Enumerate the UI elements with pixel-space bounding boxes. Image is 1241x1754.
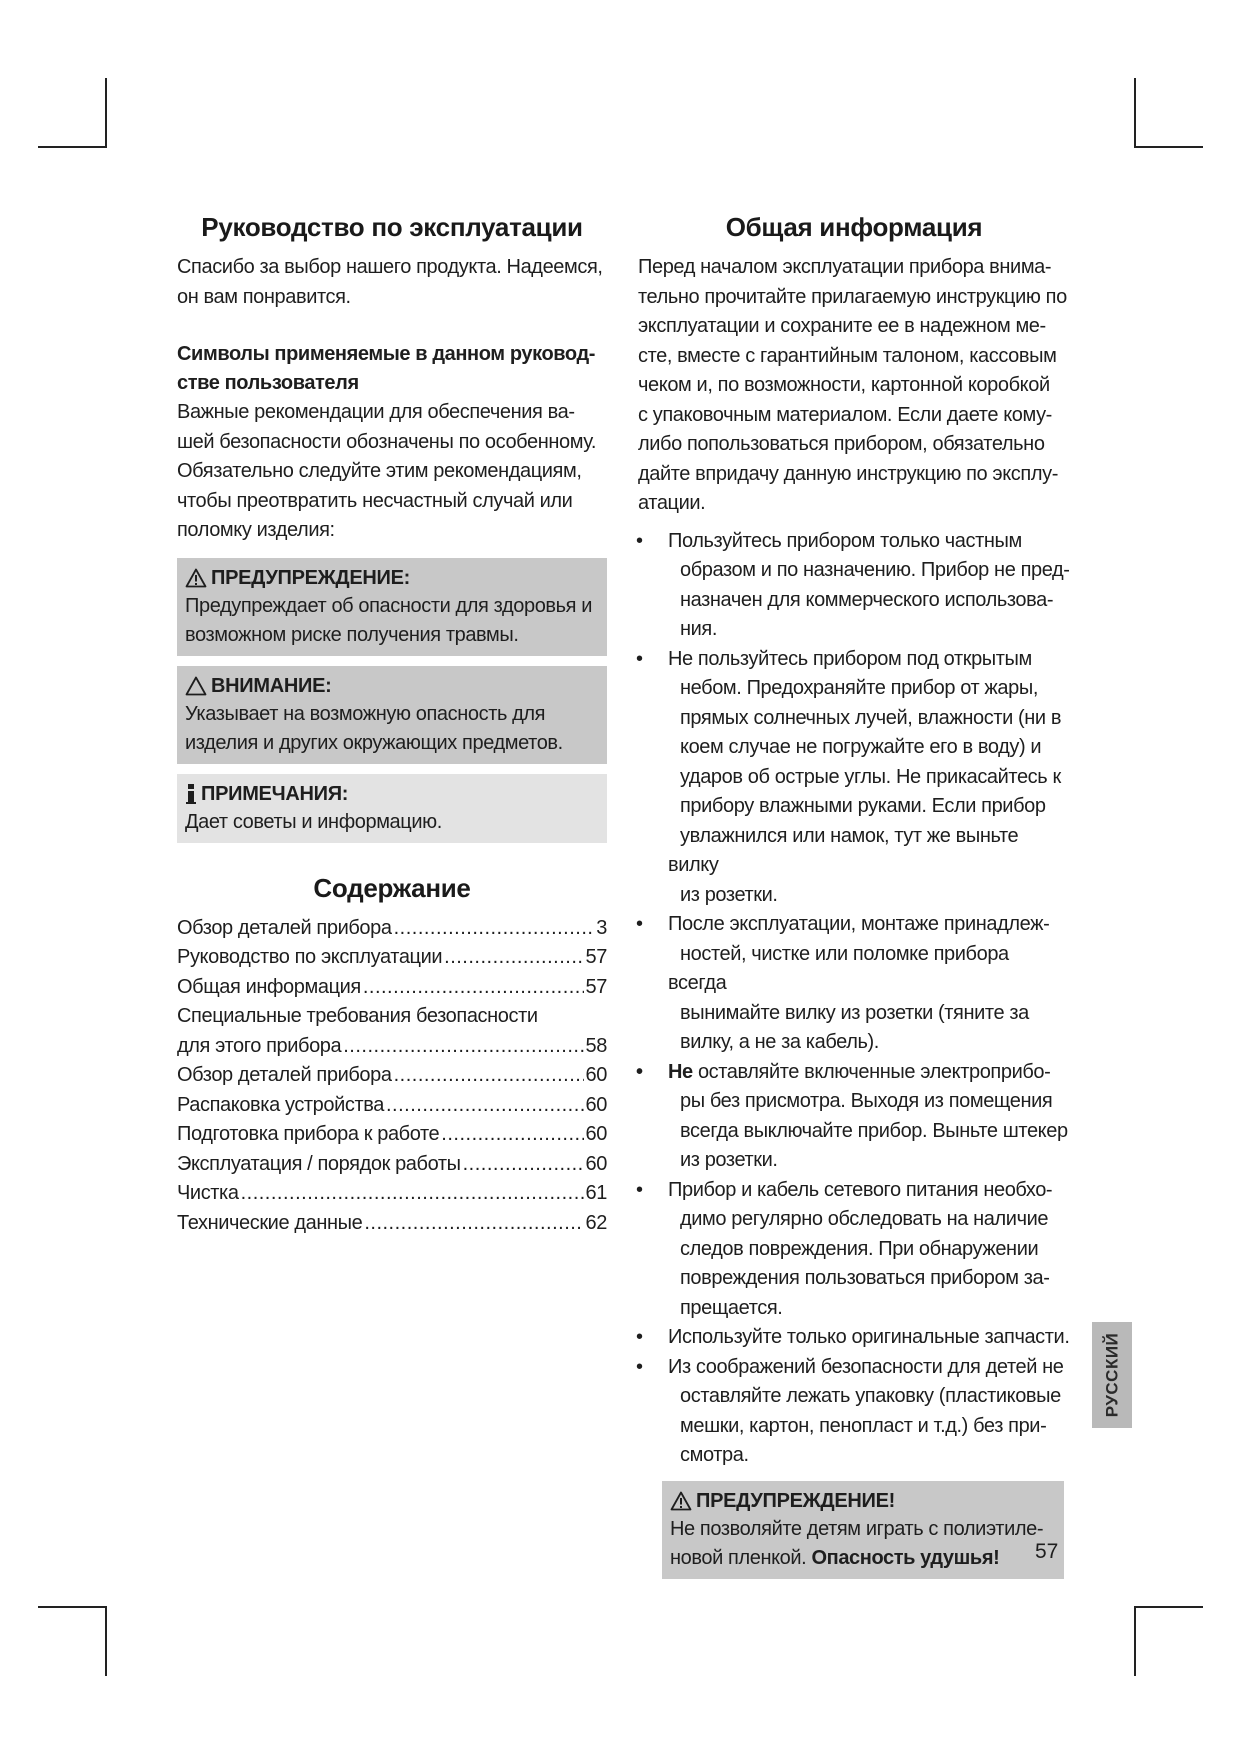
toc-entry[interactable]: Обзор деталей прибора ..... 3 <box>177 914 607 944</box>
crop-mark-top-left-vertical <box>105 78 107 148</box>
note-text: Дает советы и информацию. <box>185 810 442 833</box>
toc-title: Содержание <box>313 872 471 903</box>
crop-mark-bottom-left-vertical <box>105 1606 107 1676</box>
toc-entry[interactable]: Технические данные ..... 62 <box>177 1209 607 1239</box>
crop-mark-top-left-horizontal <box>38 146 107 148</box>
crop-mark-bottom-right-vertical <box>1134 1606 1136 1676</box>
caution-box <box>177 666 607 764</box>
note-title: ПРИМЕЧАНИЯ: <box>185 780 599 808</box>
toc-entry[interactable]: Обзор деталей прибора ..... 60 <box>177 1061 607 1091</box>
bullet-mark: • <box>636 1060 643 1083</box>
toc-entry[interactable]: Распаковка устройства ..... 60 <box>177 1091 607 1121</box>
list-item: • Не оставляйте включенные электроприбо- ры без присмотра. Выходя из помещения всегда выключайте прибор. Выньте штекер из розетки. <box>638 1058 1070 1176</box>
page-number: 57 <box>1035 1540 1059 1563</box>
toc-entry-continued[interactable]: Специальные требования безопасности <box>177 1005 538 1027</box>
table-of-contents <box>177 914 607 1239</box>
caution-text: Указывает на возможную опасность для изделия и других окружающих предметов. <box>185 702 563 754</box>
intro-text: Спасибо за выбор нашего продукта. Надеемся, он вам понравится. <box>177 256 603 308</box>
list-item: • Из соображений безопасности для детей не оставляйте лежать упаковку (пластиковые мешки, картон, пенопласт и т.д.) без при- смотра. <box>638 1353 1070 1471</box>
list-item: • После эксплуатации, монтаже принадлеж- ностей, чистке или поломке прибора всегда вынимайте вилку из розетки (тяните за вилку, а не за кабель). <box>638 910 1070 1058</box>
bullet-mark: • <box>636 1326 643 1348</box>
right-column <box>638 212 1070 1579</box>
warning-triangle-icon <box>670 1491 692 1511</box>
toc-entry[interactable]: Подготовка прибора к работе ..... 60 <box>177 1120 607 1150</box>
list-item: • Прибор и кабель сетевого питания необхо- димо регулярно обследовать на наличие следов повреждения. При обнаружении повреждения пользоваться прибором за- прещается. <box>638 1176 1070 1324</box>
caution-title: ВНИМАНИЕ: <box>185 672 599 700</box>
warning-box <box>177 558 607 656</box>
caution-triangle-icon <box>185 676 207 696</box>
warning-title: ПРЕДУПРЕЖДЕНИЕ: <box>185 564 599 592</box>
list-item: • Пользуйтесь прибором только частным образом и по назначению. Прибор не пред- назначен для коммерческого использова- ния. <box>638 527 1070 645</box>
list-item: • Используйте только оригинальные запчасти. <box>638 1323 1070 1353</box>
general-info-intro: Перед началом эксплуатации прибора внима- тельно прочитайте прилагаемую инструкцию по эксплуатации и сохраните ее в надежном ме- сте, вместе с гарантийным талоном, кассовым чеком и, по возможности, картонной коробкой с упаковочным материалом. Если даете кому- либо попользоваться прибором, обязательно дайте впридачу данную инструкцию по эксплу- атации. <box>638 256 1067 514</box>
warning-text: Предупреждает об опасности для здоровья и возможном риске получения травмы. <box>185 594 593 646</box>
crop-mark-bottom-left-horizontal <box>38 1606 107 1608</box>
child-warning-title: ПРЕДУПРЕЖДЕНИЕ! <box>670 1487 1056 1515</box>
bullet-mark: • <box>636 913 643 935</box>
symbols-text: Важные рекомендации для обеспечения ва- шей безопасности обозначены по особенному. Обязательно следуйте этим рекомендациям, чтобы преотвратить несчастный случай или поломку изделия: <box>177 401 597 541</box>
symbols-heading: Символы применяемые в данном руковод- стве пользователя <box>177 343 596 394</box>
general-info-title: Общая информация <box>725 212 983 242</box>
bullet-mark: • <box>636 647 643 670</box>
toc-entry[interactable]: Эксплуатация / порядок работы ..... 60 <box>177 1150 607 1180</box>
language-tab-label: РУССКИЙ <box>1102 1332 1121 1418</box>
crop-mark-bottom-right-horizontal <box>1134 1606 1203 1608</box>
crop-mark-top-right-horizontal <box>1134 146 1203 148</box>
language-tab[interactable] <box>1092 1322 1132 1428</box>
bullet-mark: • <box>636 529 643 552</box>
info-icon <box>185 783 197 805</box>
safety-bullet-list <box>638 527 1070 1471</box>
list-item: • Не пользуйтесь прибором под открытым небом. Предохраняйте прибор от жары, прямых солнечных лучей, влажности (ни в коем случае не погружайте его в воду) и ударов об острые углы. Не прикасайтесь к прибору влажными руками. Если прибор увлажнился или намок, тут же выньте вилку из розетки. <box>638 645 1070 911</box>
child-warning-text: Не позволяйте детям играть с полиэтиле- новой пленкой. Опасность удушья! <box>670 1517 1044 1569</box>
crop-mark-top-right-vertical <box>1134 78 1136 148</box>
toc-entry[interactable]: Чистка ..... 61 <box>177 1179 607 1209</box>
left-column <box>177 212 607 1238</box>
child-warning-box <box>662 1481 1064 1579</box>
manual-title: Руководство по эксплуатации <box>201 212 583 242</box>
bullet-mark: • <box>636 1178 643 1201</box>
bullet-mark: • <box>636 1355 643 1378</box>
toc-entry[interactable]: Общая информация ..... 57 <box>177 973 607 1003</box>
toc-entry[interactable]: для этого прибора ..... 58 <box>177 1032 607 1062</box>
toc-entry[interactable]: Руководство по эксплуатации ..... 57 <box>177 943 607 973</box>
note-box <box>177 774 607 843</box>
warning-triangle-icon <box>185 568 207 588</box>
